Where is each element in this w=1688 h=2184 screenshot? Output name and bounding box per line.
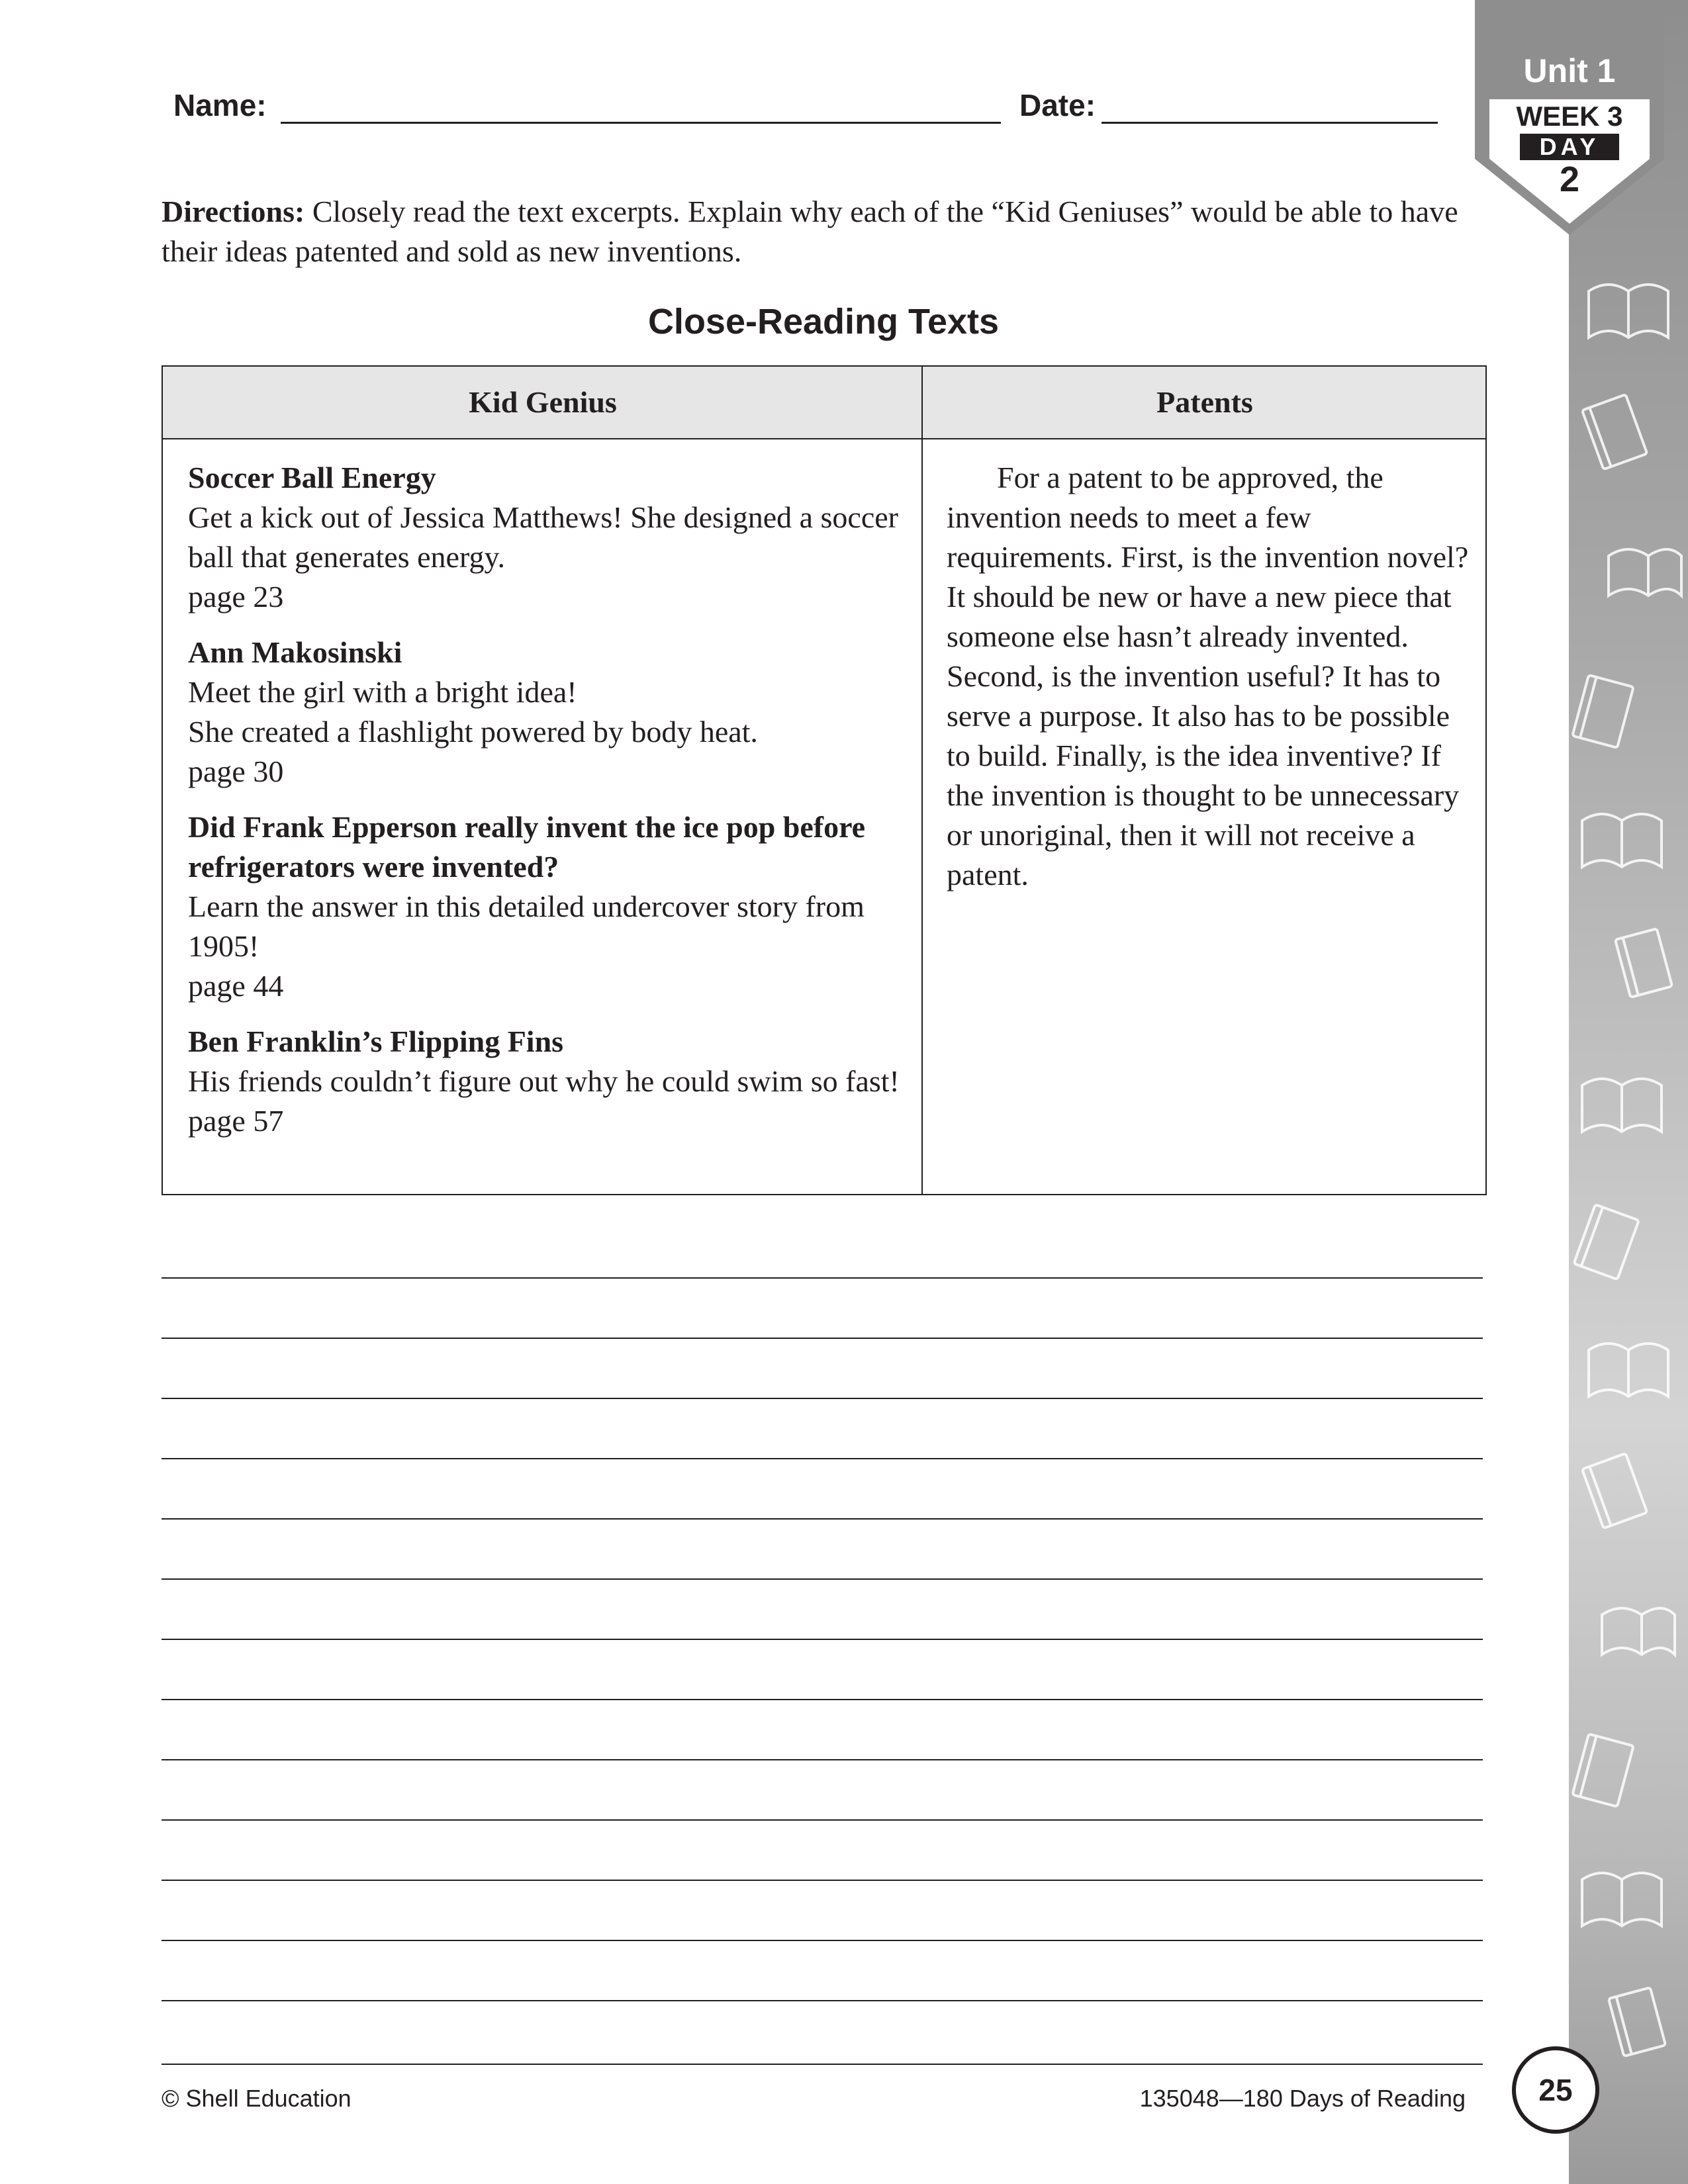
directions-text: Closely read the text excerpts. Explain why each of the “Kid Geniuses” would be able to have their ideas patented and sold as new inventions. xyxy=(162,195,1458,268)
patents-text: For a patent to be approved, the invention needs to meet a few requirements. First, is the invention novel? It should be new or have a new piece that someone else hasn’t already invented. Second, is the invention useful? It has to serve a purpose. It also has to be possible to build. Finally, is the idea inventive? If the invention is thought to be unnecessary or unoriginal, then it will not receive a patent. xyxy=(947,461,1469,891)
writing-line[interactable] xyxy=(162,1699,1483,1700)
kid-entry-title: Did Frank Epperson really invent the ice pop before refrigerators were invented? xyxy=(188,810,866,884)
patents-column xyxy=(947,458,1470,895)
name-label: Name: xyxy=(173,88,267,122)
kid-entry-title: Soccer Ball Energy xyxy=(188,461,436,494)
kid-entry-page: page 57 xyxy=(188,1104,284,1138)
decorative-side-strip xyxy=(1569,0,1688,2184)
table-header-row xyxy=(163,367,1485,439)
day-number: 2 xyxy=(1559,159,1580,199)
writing-line[interactable] xyxy=(162,1338,1483,1339)
name-field[interactable] xyxy=(281,122,1001,124)
kid-entry-text: Learn the answer in this detailed undercover story from 1905! xyxy=(188,889,865,963)
writing-line[interactable] xyxy=(162,1880,1483,1881)
writing-line[interactable] xyxy=(162,2000,1483,2001)
date-label: Date: xyxy=(1019,88,1096,122)
writing-line[interactable] xyxy=(162,1277,1483,1279)
kid-entry xyxy=(188,633,910,792)
kid-entry xyxy=(188,807,910,1006)
footer-rule xyxy=(162,2064,1483,2065)
page-number: 25 xyxy=(1512,2046,1599,2134)
column-divider xyxy=(921,367,923,1194)
directions xyxy=(162,192,1472,271)
date-field[interactable] xyxy=(1102,122,1438,124)
writing-line[interactable] xyxy=(162,1398,1483,1399)
kid-entry-title: Ben Franklin’s Flipping Fins xyxy=(188,1024,564,1058)
writing-line[interactable] xyxy=(162,1578,1483,1580)
page-title: Close-Reading Texts xyxy=(647,302,1000,341)
book-id: 135048—180 Days of Reading xyxy=(1139,2085,1466,2112)
kid-entry-text: Meet the girl with a bright idea! xyxy=(188,675,577,709)
kid-entry xyxy=(188,458,910,617)
kid-entry-page: page 23 xyxy=(188,580,284,614)
writing-line[interactable] xyxy=(162,1639,1483,1640)
column-header-kid-genius: Kid Genius xyxy=(469,385,617,419)
kid-genius-column xyxy=(188,458,910,1157)
kid-entry-text: Get a kick out of Jessica Matthews! She designed a soccer ball that generates energy. xyxy=(188,500,899,574)
kid-entry xyxy=(188,1022,910,1141)
column-header-patents: Patents xyxy=(1156,385,1253,419)
close-reading-table xyxy=(162,365,1487,1195)
writing-line[interactable] xyxy=(162,1458,1483,1459)
kid-entry-text-2: She created a flashlight powered by body heat. xyxy=(188,715,758,749)
writing-line[interactable] xyxy=(162,1940,1483,1941)
kid-entry-page: page 44 xyxy=(188,969,284,1003)
unit-week-day-badge xyxy=(1475,0,1664,238)
kid-entry-page: page 30 xyxy=(188,754,284,788)
day-label: DAY xyxy=(1520,134,1619,160)
book-pattern-icon xyxy=(1569,0,1688,2184)
copyright: © Shell Education xyxy=(162,2085,352,2112)
week-label: WEEK 3 xyxy=(1516,101,1623,132)
directions-label: Directions: xyxy=(162,195,305,228)
kid-entry-text: His friends couldn’t figure out why he could swim so fast! xyxy=(188,1064,900,1098)
kid-entry-title: Ann Makosinski xyxy=(188,635,402,669)
unit-label: Unit 1 xyxy=(1523,52,1616,89)
writing-line[interactable] xyxy=(162,1518,1483,1520)
writing-line[interactable] xyxy=(162,1759,1483,1760)
writing-line[interactable] xyxy=(162,1819,1483,1821)
